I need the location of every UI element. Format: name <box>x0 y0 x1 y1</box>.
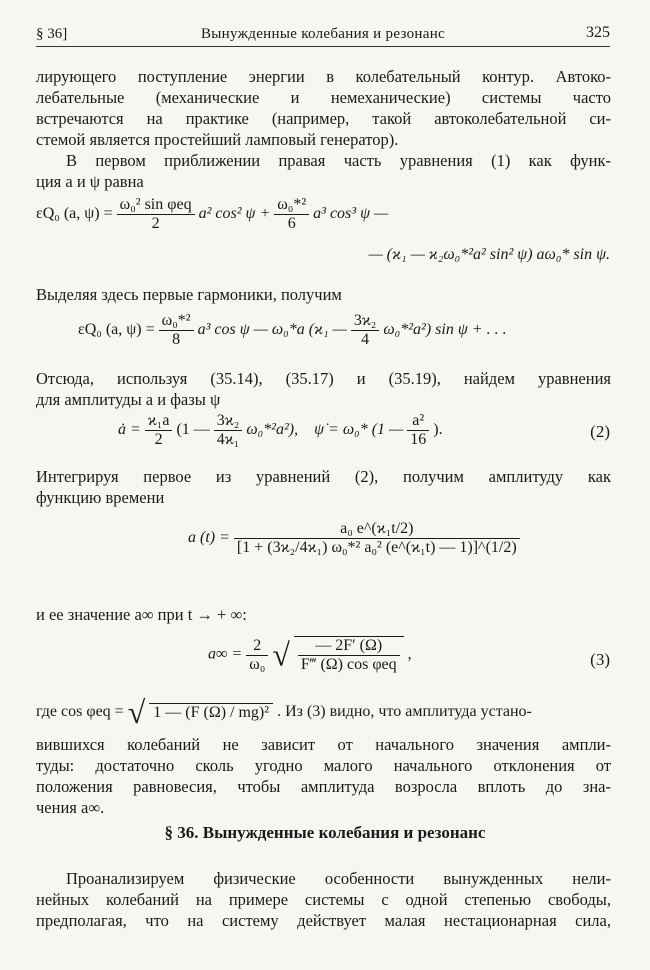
text-line: В первом приближении правая часть уравнения (1) как функ- <box>66 151 611 170</box>
text-line: предполагая, что на систему действует малая нестационарная сила, <box>36 911 611 930</box>
fraction: $\frac{\text{ϰ₁a}}{2}$ <box>145 412 173 449</box>
equation-first-harmonics: εQ₀ (a, ψ) = $\frac{\text{ω₀*²}}{8}$ a³ cos ψ — ω₀*a (ϰ₁ — $\frac{\text{3ϰ₂}}{4}$ ω₀*²a²) sin ψ + . . . <box>78 312 507 348</box>
text-line: Проанализируем физические особенности вынужденных нели- <box>66 869 611 888</box>
text-line: Отсюда, используя (35.14), (35.17) и (35.19), найдем уравнения <box>36 369 611 388</box>
fraction: $\frac{\text{3ϰ₂}}{\text{4ϰ₁}}$ <box>214 412 243 449</box>
fraction: $\frac{\text{3ϰ₂}}{4}$ <box>351 312 380 349</box>
text-line: лебательные (механические и немеханические) системы часто <box>36 88 611 107</box>
eq-lhs: εQ₀ (a, ψ) = <box>36 205 113 223</box>
text-line: и ее значение a∞ при t → + ∞: <box>36 605 247 624</box>
equation-number-3: (3) <box>590 650 610 669</box>
equation-amplitude-time: a (t) = $\frac{\text{a₀ e\textasciicircum{}(ϰ₁t/2)}}{\text{[1 + (3ϰ₂/4ϰ₁) ω₀*² a₀² (e\textasciicircum{}(ϰ₁t) — 1)]\textasciicircum{}(1/2)}}$ <box>188 520 520 557</box>
paragraph-conclusion <box>36 734 611 818</box>
text-line: для амплитуды a и фазы ψ <box>36 390 221 409</box>
paragraph-amplitude-phase <box>36 368 611 410</box>
equation-3-a-infinity: a∞ = $\frac{2}{\text{ω₀}}$ √ $\frac{— 2F' (\Omega)}{\text{F‴ (Ω) cos φeq}}$ , <box>208 636 412 673</box>
section-heading: § 36. Вынужденные колебания и резонанс <box>164 823 486 842</box>
text-line: нейных колебаний на примере системы с одной степенью свободы, <box>36 890 611 909</box>
equation-cos-phi-eq: где cos φeq = √ 1 — (F (Ω) / mg)² . Из (3) видно, что амплитуда устано- <box>36 694 532 730</box>
fraction: $\frac{\text{ω₀*²}}{8}$ <box>159 312 194 349</box>
eq-term: a² cos² ψ + <box>198 205 271 223</box>
text-line: Интегрируя первое из уравнений (2), получим амплитуду как <box>36 467 611 486</box>
running-header <box>36 24 610 47</box>
text-line: функцию времени <box>36 488 165 507</box>
radicand: 1 — (F (Ω) / mg)² <box>149 703 273 722</box>
text-line: стемой является простейший ламповый генератор). <box>36 130 399 149</box>
fraction: $\frac{\text{ω₀*²}}{6}$ <box>274 196 309 233</box>
radical-sign: √ <box>272 636 290 673</box>
paragraph-limit-value <box>36 604 611 625</box>
paragraph-continuation <box>36 66 611 150</box>
text-line: ция a и ψ равна <box>36 172 144 191</box>
radicand: $\frac{— 2F' (\Omega)}{\text{F‴ (Ω) cos φeq}}$ <box>294 636 404 674</box>
equation-number-2: (2) <box>590 422 610 441</box>
text-line: туды: достаточно сколь угодно малого начального отклонения от <box>36 756 611 775</box>
page-number: 325 <box>586 24 610 41</box>
radical-sign: √ <box>127 694 146 730</box>
paragraph-integrating <box>36 466 611 508</box>
text-line: Выделяя здесь первые гармоники, получим <box>36 285 342 304</box>
paragraph-harmonics <box>36 284 611 305</box>
text-line: положения равновесия, чтобы амплитуда возросла вплоть до зна- <box>36 777 611 796</box>
paragraph-forced-oscillations <box>36 868 611 931</box>
fraction: $\frac{2}{\text{ω₀}}$ <box>246 637 268 674</box>
header-section-ref: § 36] <box>36 26 68 42</box>
fraction: $\frac{\text{a²}}{16}$ <box>407 412 429 449</box>
header-title: Вынужденные колебания и резонанс <box>201 26 445 42</box>
fraction: $\frac{\text{a₀ e\textasciicircum{}(ϰ₁t/2)}}{\text{[1 + (3ϰ₂/4ϰ₁) ω₀*² a₀² (e\textasciicircum{}(ϰ₁t) — 1)]\textasciicircum{}(1/2)}}$ <box>234 520 520 557</box>
equation-2-system: ȧ = $\frac{\text{ϰ₁a}}{2}$ (1 — $\frac{\text{3ϰ₂}}{\text{4ϰ₁}}$ ω₀*²a²), ψ̇ = ω₀* (1 — $\frac{\text{a²}}{16}$ ). <box>118 412 443 448</box>
equation-eQ0-expansion <box>36 196 388 233</box>
text-line: лирующего поступление энергии в колебательный контур. Автоко- <box>36 67 611 86</box>
equation-eQ0-line2: — (ϰ₁ — ϰ₂ω₀*²a² sin² ψ) aω₀* sin ψ. <box>368 246 610 263</box>
text-line: встречаются на практике (например, такой автоколебательной си- <box>36 109 611 128</box>
text-line: чения a∞. <box>36 798 105 817</box>
eq-term: a³ cos³ ψ — <box>313 205 389 223</box>
paragraph-first-approximation <box>36 150 611 192</box>
fraction: $\frac{\text{ω₀² sin φeq}}{2}$ <box>117 196 195 233</box>
text-line: вившихся колебаний не зависит от начального значения ампли- <box>36 735 611 754</box>
